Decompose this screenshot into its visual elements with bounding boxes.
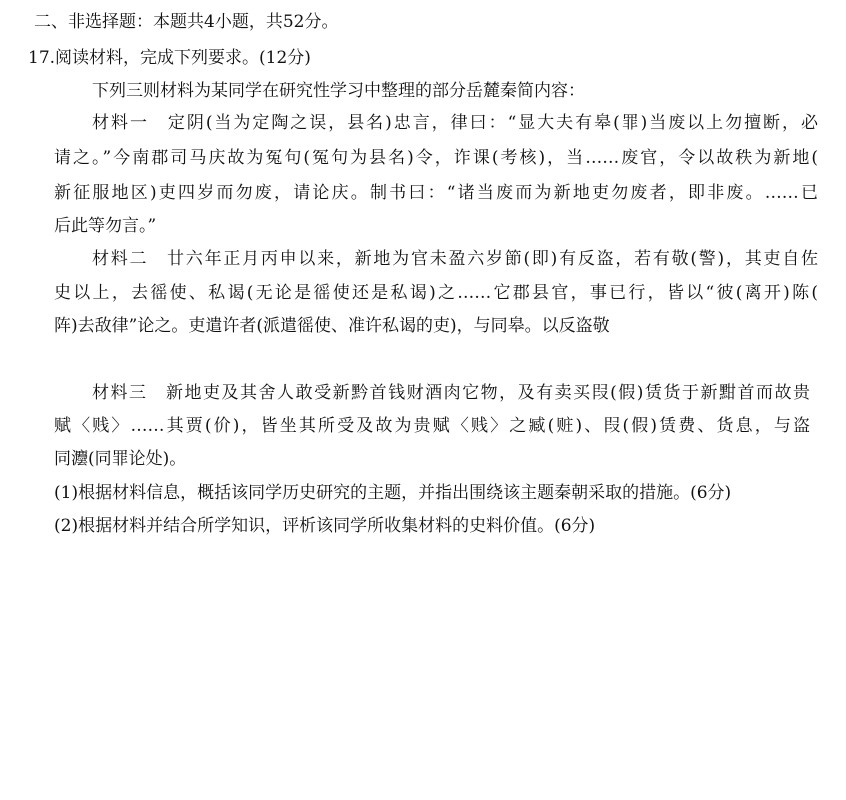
material-1-line: 后此等勿言。” [54,216,157,236]
material-3-line: 材料三 新地吏及其舍人敢受新黔首钱财酒肉它物，及有卖买叚(假)赁货于新黚首而故贵 [92,383,810,403]
material-2-line: 阵)去敌律”论之。吏遣许者(派遣徭使、准许私谒的吏)，与同皋。以反盗敬 [54,316,610,336]
section-heading: 二、非选择题：本题共4小题，共52分。 [34,12,339,32]
question-title: 17.阅读材料，完成下列要求。(12分) [28,48,311,68]
material-2-line: 史以上，去徭使、私谒(无论是徭使还是私谒)之……它郡县官，事已行，皆以“彼(离开)陈( [54,283,818,303]
material-3-line: 赋〈贱〉……其贾(价)，皆坐其所受及故为贵赋〈贱〉之臧(赃)、叚(假)赁费、货息，与盗 [54,416,810,436]
material-1-line: 新征服地区)吏四岁而勿废，请论庆。制书曰：“诸当废而为新地吏勿废者，即非废。……已 [54,183,818,203]
material-3-line: 同灋(同罪论处)。 [54,449,187,469]
question-intro: 下列三则材料为某同学在研究性学习中整理的部分岳麓秦简内容： [92,81,585,101]
material-2-line: 材料二 廿六年正月丙申以来，新地为官未盈六岁節(即)有反盗，若有敬(警)，其吏自佐 [92,249,818,269]
sub-question-1: (1)根据材料信息，概括该同学历史研究的主题，并指出围绕该主题秦朝采取的措施。(6分) [54,483,732,503]
material-1-line: 材料一 定阴(当为定陶之误，县名)忠言，律曰：“显大夫有皋(罪)当废以上勿擅断，必 [92,113,818,133]
material-1-line: 请之。”今南郡司马庆故为冤句(冤句为县名)令，诈课(考核)，当……废官，令以故秩为新地( [54,148,818,168]
sub-question-2: (2)根据材料并结合所学知识，评析该同学所收集材料的史料价值。(6分) [54,516,596,536]
